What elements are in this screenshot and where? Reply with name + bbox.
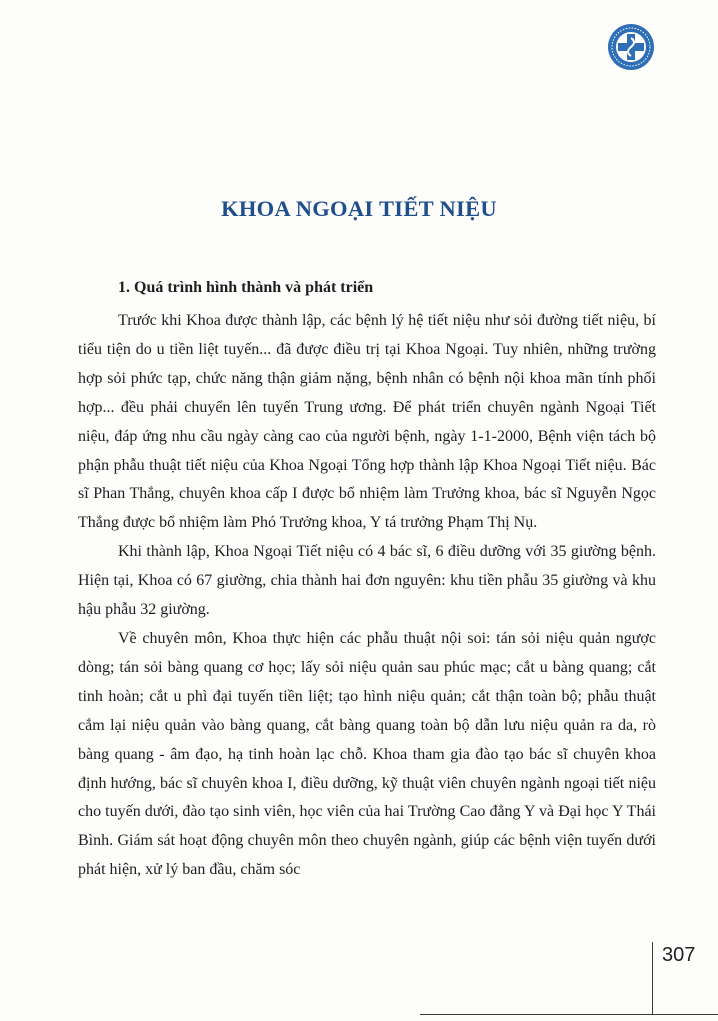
- paragraph: Khi thành lập, Khoa Ngoại Tiết niệu có 4 bác sĩ, 6 điều dưỡng với 35 giường bệnh. Hiện tại, Khoa có 67 giường, chia thành hai đơn nguyên: khu tiền phẫu 35 giường và khu hậu phẫu 32 giường.: [78, 543, 656, 619]
- hospital-logo: [606, 22, 656, 72]
- paragraph: Về chuyên môn, Khoa thực hiện các phẫu thuật nội soi: tán sỏi niệu quản ngược dòng; tán sỏi bàng quang cơ học; lấy sỏi niệu quản sau phúc mạc; cắt u bàng quang; cắt tinh hoàn; cắt u phì đại tuyến tiền liệt; tạo hình niệu quản; cắt thận toàn bộ; phẫu thuật cắm lại niệu quản vào bàng quang, cắt bàng quang toàn bộ dẫn lưu niệu quản ra da, rò bàng quang - âm đạo, hạ tinh hoàn lạc chỗ. Khoa tham gia đào tạo bác sĩ chuyên khoa định hướng, bác sĩ chuyên khoa I, điều dưỡng, kỹ thuật viên chuyên ngành ngoại tiết niệu cho tuyến dưới, đào tạo sinh viên, học viên của hai Trường Cao đẳng Y và Đại học Y Thái Bình. Giám sát hoạt động chuyên môn theo chuyên ngành, giúp các bệnh viện tuyến dưới phát hiện, xử lý ban đầu, chăm sóc: [78, 629, 656, 879]
- page-title: KHOA NGOẠI TIẾT NIỆU: [221, 196, 497, 221]
- footer-rule: [420, 1014, 718, 1015]
- hospital-cross-emblem-icon: [606, 22, 656, 72]
- body-text: [78, 307, 656, 885]
- section-heading: 1. Quá trình hình thành và phát triển: [118, 279, 374, 296]
- page-number-divider: [652, 942, 653, 1014]
- page-number: 307: [662, 944, 696, 966]
- paragraph: Trước khi Khoa được thành lập, các bệnh lý hệ tiết niệu như sỏi đường tiết niệu, bí tiểu tiện do u tiền liệt tuyến... đã được điều trị tại Khoa Ngoại. Tuy nhiên, những trường hợp sỏi phức tạp, chức năng thận giảm nặng, bệnh nhân có bệnh nội khoa mãn tính phối hợp... đều phải chuyển lên tuyến Trung ương. Để phát triển chuyên ngành Ngoại Tiết niệu, đáp ứng nhu cầu ngày càng cao của người bệnh, ngày 1-1-2000, Bệnh viện tách bộ phận phẫu thuật tiết niệu của Khoa Ngoại Tổng hợp thành lập Khoa Ngoại Tiết niệu. Bác sĩ Phan Thắng, chuyên khoa cấp I được bổ nhiệm làm Trưởng khoa, bác sĩ Nguyễn Ngọc Thắng được bổ nhiệm làm Phó Trưởng khoa, Y tá trưởng Phạm Thị Nụ.: [78, 312, 656, 532]
